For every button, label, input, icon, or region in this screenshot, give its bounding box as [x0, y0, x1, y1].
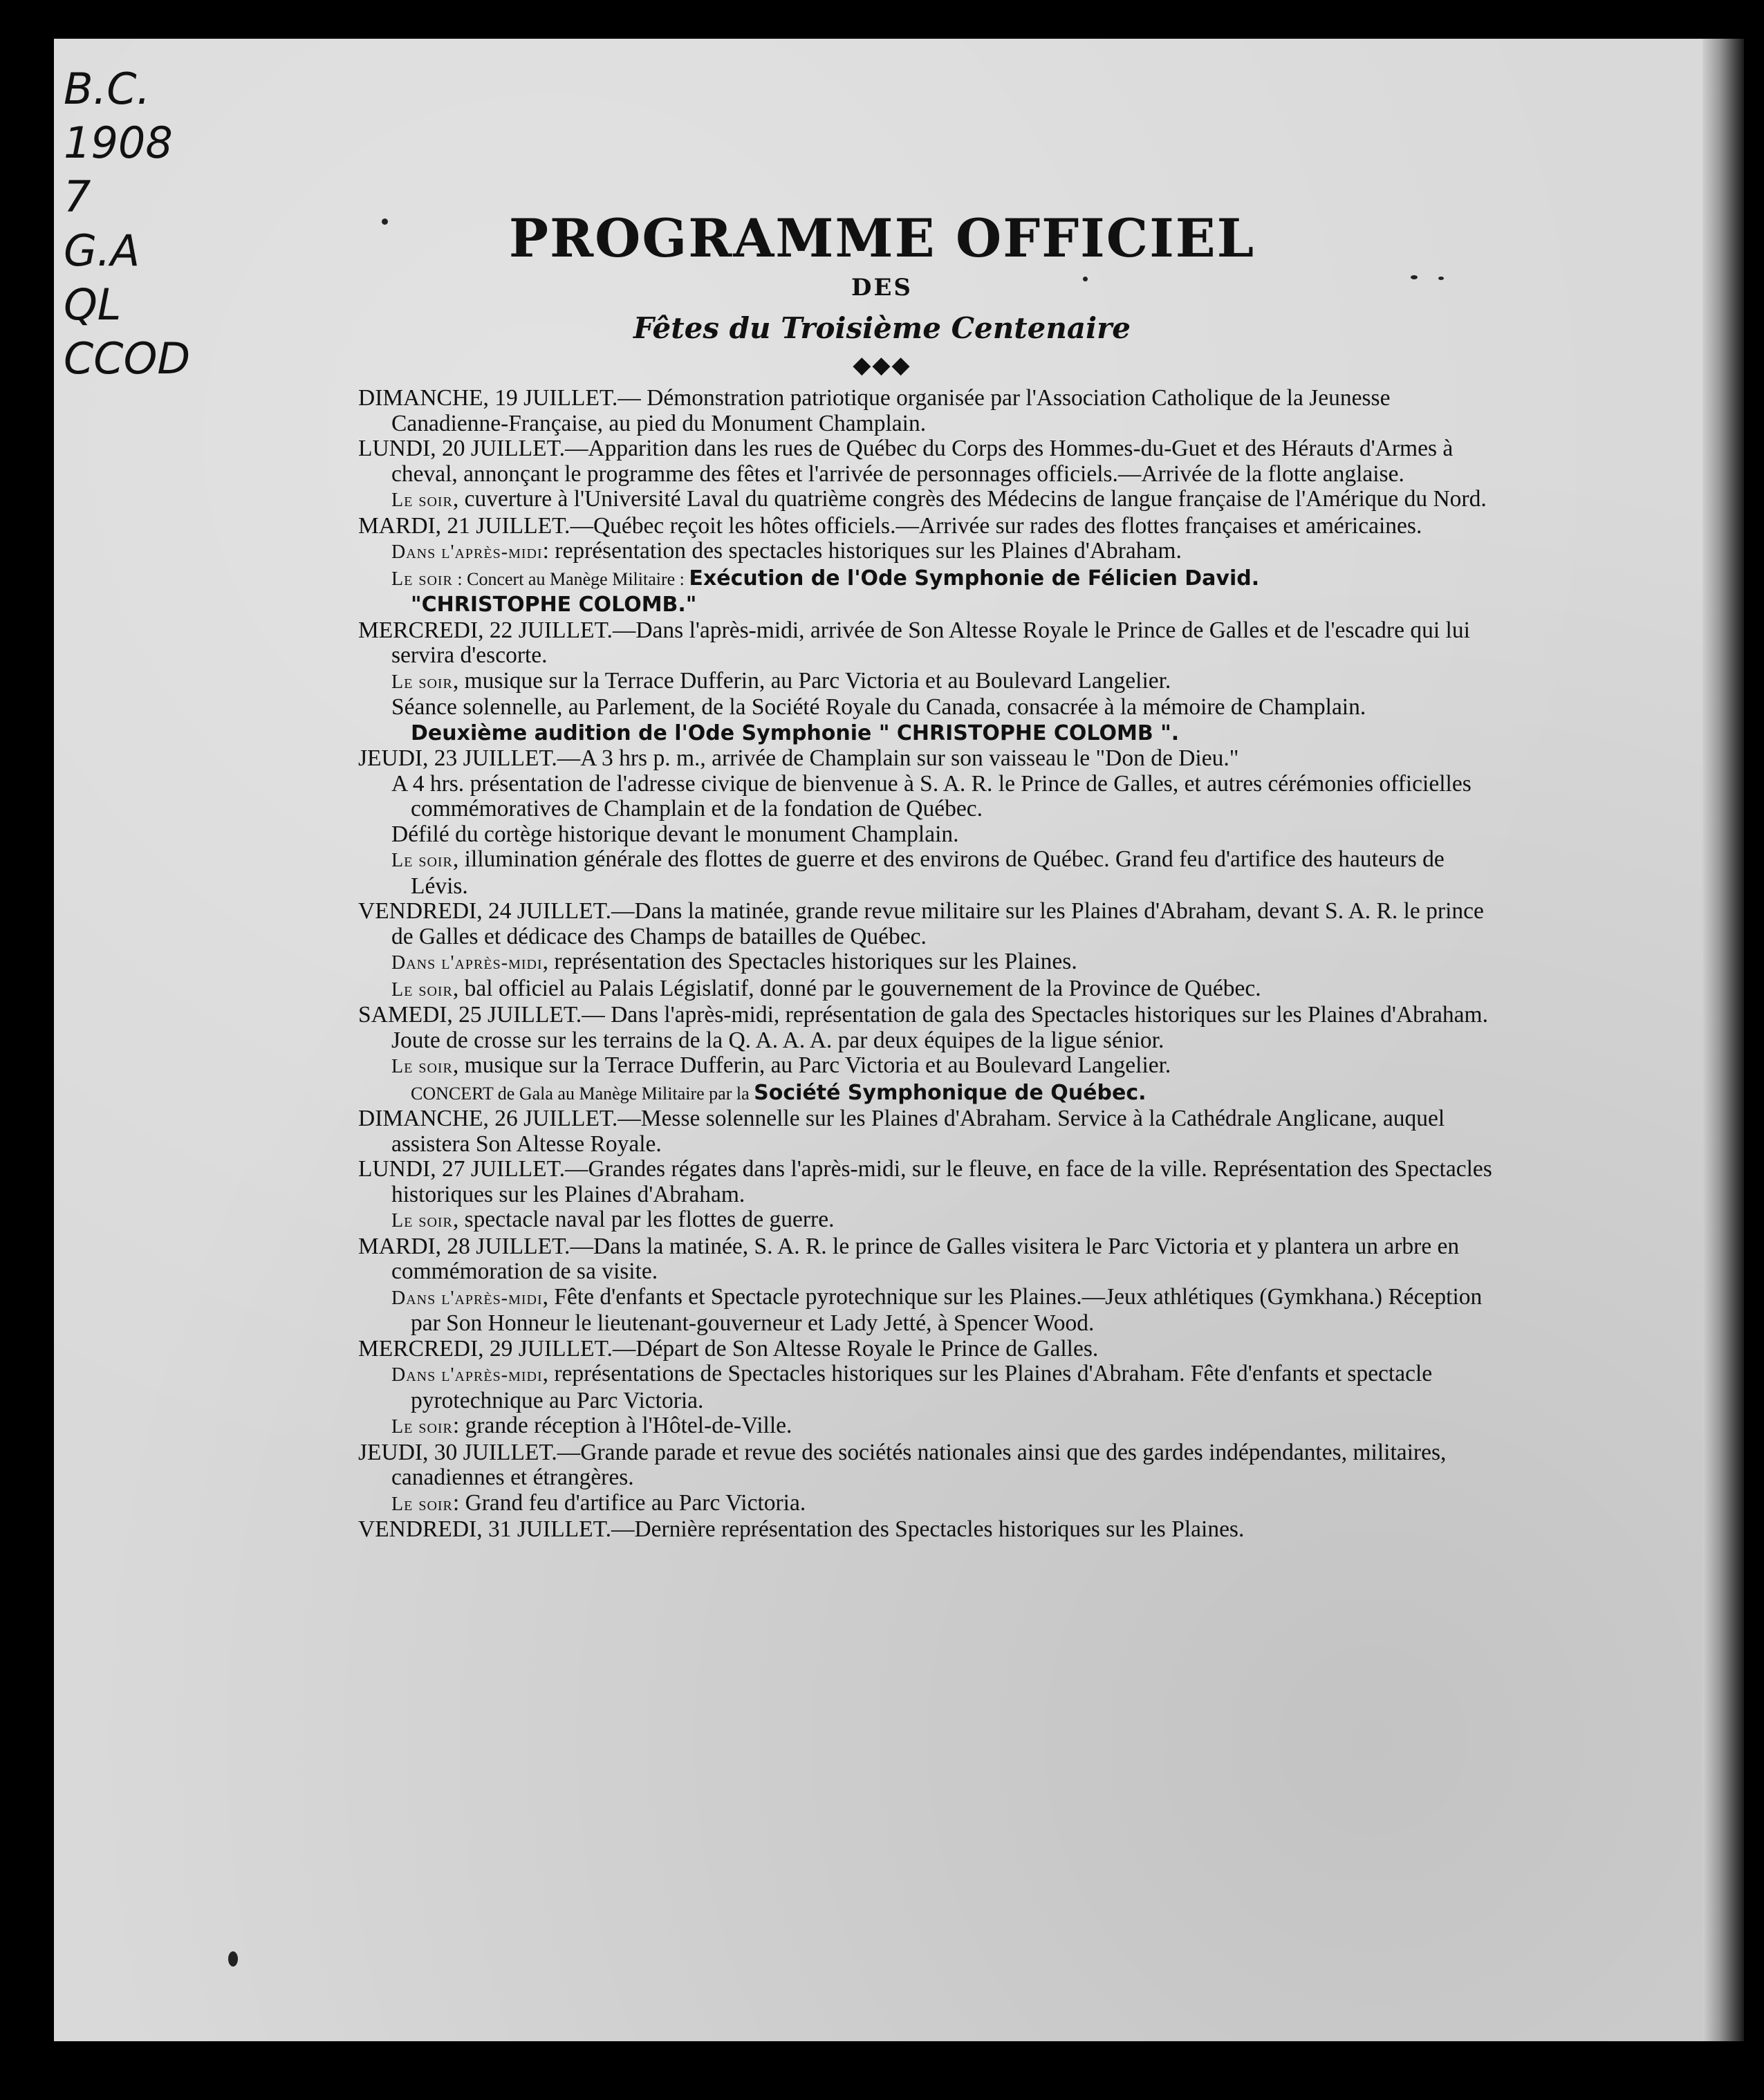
programme-entry [358, 514, 1492, 539]
programme-entry [358, 1517, 1492, 1543]
archive-note-line: QL [64, 279, 122, 330]
entry-lead: Le soir [391, 568, 453, 590]
entry-text: , représentations de Spectacles historiques sur les Plaines d'Abraham. Fête d'enfants et spectacle pyrotechnique au Parc Victoria. [411, 1361, 1433, 1413]
page-title: PROGRAMME OFFICIEL [508, 207, 1256, 269]
entry-text: —Dernière représentation des Spectacles historiques sur les Plaines. [611, 1516, 1245, 1542]
entry-text: , représentation des Spectacles historiques sur les Plaines. [542, 949, 1077, 974]
programme-entry [358, 487, 1492, 514]
entry-lead: Le soir [391, 1416, 453, 1438]
archive-note-line: 7 [64, 171, 91, 222]
entry-bold-text: Deuxième audition de l'Ode Symphonie " CHRISTOPHE COLOMB ". [411, 721, 1180, 745]
entry-lead: Dans l'après-midi [391, 1287, 543, 1309]
entry-text: A 4 hrs. présentation de l'adresse civique de bienvenue à S. A. R. le Prince de Galles, et autres cérémonies officielles commémoratives de Champlain et de la fondation de Québec. [391, 770, 1471, 821]
archive-note-line: CCOD [64, 333, 191, 384]
programme-entry [358, 539, 1492, 566]
title-des: DES [851, 274, 913, 301]
programme-entry [358, 386, 1492, 436]
programme-entry [358, 1234, 1492, 1285]
programme-entry [358, 695, 1492, 721]
entry-date: DIMANCHE, 19 JUILLET. [358, 385, 618, 411]
entry-lead: Dans l'après-midi [391, 952, 543, 974]
entry-text: —Dans la matinée, S. A. R. le prince de Galles visitera le Parc Victoria et y plantera un arbre en commémoration de sa visite. [391, 1233, 1460, 1284]
programme-entry [358, 566, 1492, 618]
programme-entry [358, 949, 1492, 976]
programme-entry [358, 669, 1492, 696]
programme-entry [358, 772, 1492, 822]
entry-text: Défilé du cortège historique devant le monument Champlain. [391, 821, 959, 847]
programme-entry [358, 1106, 1492, 1157]
entry-text: , illumination générale des flottes de guerre et des environs de Québec. Grand feu d'artifice des hauteurs de Lévis. [411, 846, 1445, 899]
programme-entry [358, 1003, 1492, 1053]
entry-text: : Grand feu d'artifice au Parc Victoria. [452, 1489, 806, 1516]
archive-note-line: G.A [64, 225, 140, 276]
programme-entry [358, 1491, 1492, 1518]
programme-entry [358, 1440, 1492, 1491]
entry-text: —Québec reçoit les hôtes officiels.—Arrivée sur rades des flottes françaises et américaines. [570, 512, 1422, 539]
entry-text: —Dans l'après-midi, arrivée de Son Altesse Royale le Prince de Galles et de l'escadre qui lui servira d'escorte. [391, 617, 1470, 668]
page-subtitle: Fêtes du Troisième Centenaire [633, 311, 1131, 345]
entry-date: MERCREDI, 22 JUILLET. [358, 617, 613, 643]
entry-date: LUNDI, 27 JUILLET. [358, 1156, 565, 1182]
programme-entry [358, 1413, 1492, 1440]
entry-text: —Dans la matinée, grande revue militaire sur les Plaines d'Abraham, devant S. A. R. le prince de Galles et dédicace des Champs de batailles de Québec. [391, 898, 1484, 949]
entry-text: , bal officiel au Palais Législatif, donné par le gouvernement de la Province de Québec. [452, 975, 1261, 1001]
programme-entry [358, 1053, 1492, 1080]
programme-entry [358, 721, 1492, 747]
entry-text: —Départ de Son Altesse Royale le Prince de Galles. [612, 1335, 1099, 1362]
entry-lead: Le soir [391, 1210, 453, 1232]
entry-date: LUNDI, 20 JUILLET. [358, 436, 565, 461]
programme-entry [358, 1207, 1492, 1234]
entry-lead: Le soir [391, 978, 453, 1001]
entry-date: JEUDI, 30 JUILLET. [358, 1439, 557, 1465]
entry-text: — Démonstration patriotique organisée par l'Association Catholique de la Jeunesse Canadienne-Française, au pied du Monument Champlain. [391, 385, 1391, 436]
entry-text: —Messe solennelle sur les Plaines d'Abraham. Service à la Cathédrale Anglicane, auquel assistera Son Altesse Royale. [391, 1106, 1445, 1157]
entry-text: —Grandes régates dans l'après-midi, sur le fleuve, en face de la ville. Représentation des Spectacles historiques sur les Plaines d'Abraham. [391, 1156, 1492, 1207]
entry-text: , musique sur la Terrace Dufferin, au Parc Victoria et au Boulevard Langelier. [452, 1052, 1171, 1078]
programme-entry [358, 746, 1492, 772]
archive-note-line: 1908 [64, 118, 173, 168]
programme-list [358, 386, 1492, 1543]
entry-text: —Apparition dans les rues de Québec du Corps des Hommes-du-Guet et des Hérauts d'Armes à cheval, annonçant le programme des fêtes et l'arrivée de personnages officiels.—Arrivée de la flotte anglaise. [391, 436, 1454, 487]
entry-text: , spectacle naval par les flottes de guerre. [452, 1207, 835, 1232]
entry-text: : grande réception à l'Hôtel-de-Ville. [452, 1413, 792, 1438]
entry-text: —Grande parade et revue des sociétés nationales ainsi que des gardes indépendantes, militaires, canadiennes et étrangères. [391, 1439, 1447, 1490]
entry-date: MERCREDI, 29 JUILLET. [358, 1335, 613, 1362]
entry-text: , cuverture à l'Université Laval du quatrième congrès des Médecins de langue française de l'Amérique du Nord. [452, 486, 1487, 512]
entry-lead: Le soir [391, 1056, 453, 1077]
entry-text: — Dans l'après-midi, représentation de gala des Spectacles historiques sur les Plaines d'Abraham. Joute de crosse sur les terrains de la Q. A. A. A. par deux équipes de la ligue sénior. [391, 1002, 1488, 1053]
entry-text: , Fête d'enfants et Spectacle pyrotechnique sur les Plaines.—Jeux athlétiques (Gymkhana.) Réception par Son Honneur le lieutenant-gouverneur et Lady Jetté, à Spencer Wood. [411, 1283, 1483, 1336]
archive-note-line: B.C. [64, 64, 151, 114]
entry-text: : Concert au Manège Militaire : [452, 568, 689, 589]
entry-date: VENDREDI, 24 JUILLET. [358, 898, 611, 924]
programme-entry [358, 436, 1492, 487]
programme-entry [358, 899, 1492, 949]
entry-text: CONCERT de Gala au Manège Militaire par la [411, 1083, 754, 1104]
entry-text: Séance solennelle, au Parlement, de la Société Royale du Canada, consacrée à la mémoire de Champlain. [391, 694, 1366, 720]
entry-date: MARDI, 21 JUILLET. [358, 512, 570, 539]
programme-entry [358, 1157, 1492, 1207]
entry-lead: Dans l'après-midi [391, 541, 543, 563]
entry-bold-text: Société Symphonique de Québec. [754, 1080, 1146, 1105]
programme-entry [358, 1285, 1492, 1337]
entry-date: SAMEDI, 25 JUILLET. [358, 1002, 582, 1028]
programme-entry [358, 618, 1492, 669]
entry-text: : représentation des spectacles historiques sur les Plaines d'Abraham. [542, 538, 1182, 564]
entry-text: , musique sur la Terrace Dufferin, au Parc Victoria et au Boulevard Langelier. [452, 667, 1171, 694]
entry-lead: Dans l'après-midi [391, 1364, 543, 1386]
entry-date: DIMANCHE, 26 JUILLET. [358, 1106, 618, 1131]
programme-entry [358, 1080, 1492, 1107]
programme-entry [358, 1337, 1492, 1362]
ornament-divider: ◆◆◆ [853, 353, 911, 378]
entry-text: —A 3 hrs p. m., arrivée de Champlain sur son vaisseau le "Don de Dieu." [557, 745, 1239, 771]
entry-lead: Le soir [391, 850, 453, 871]
entry-date: JEUDI, 23 JUILLET. [358, 745, 557, 771]
entry-lead: Le soir [391, 490, 453, 511]
programme-entry [358, 822, 1492, 848]
entry-lead: Le soir [391, 1493, 453, 1515]
entry-bold-text: Exécution de l'Ode Symphonie de Félicien David. [689, 566, 1260, 591]
entry-date: MARDI, 28 JUILLET. [358, 1233, 570, 1259]
entry-bold-text: "CHRISTOPHE COLOMB." [411, 593, 697, 617]
programme-entry [358, 1362, 1492, 1413]
entry-date: VENDREDI, 31 JUILLET. [358, 1516, 611, 1542]
entry-lead: Le soir [391, 671, 453, 693]
programme-entry [358, 847, 1492, 899]
programme-entry [358, 976, 1492, 1003]
